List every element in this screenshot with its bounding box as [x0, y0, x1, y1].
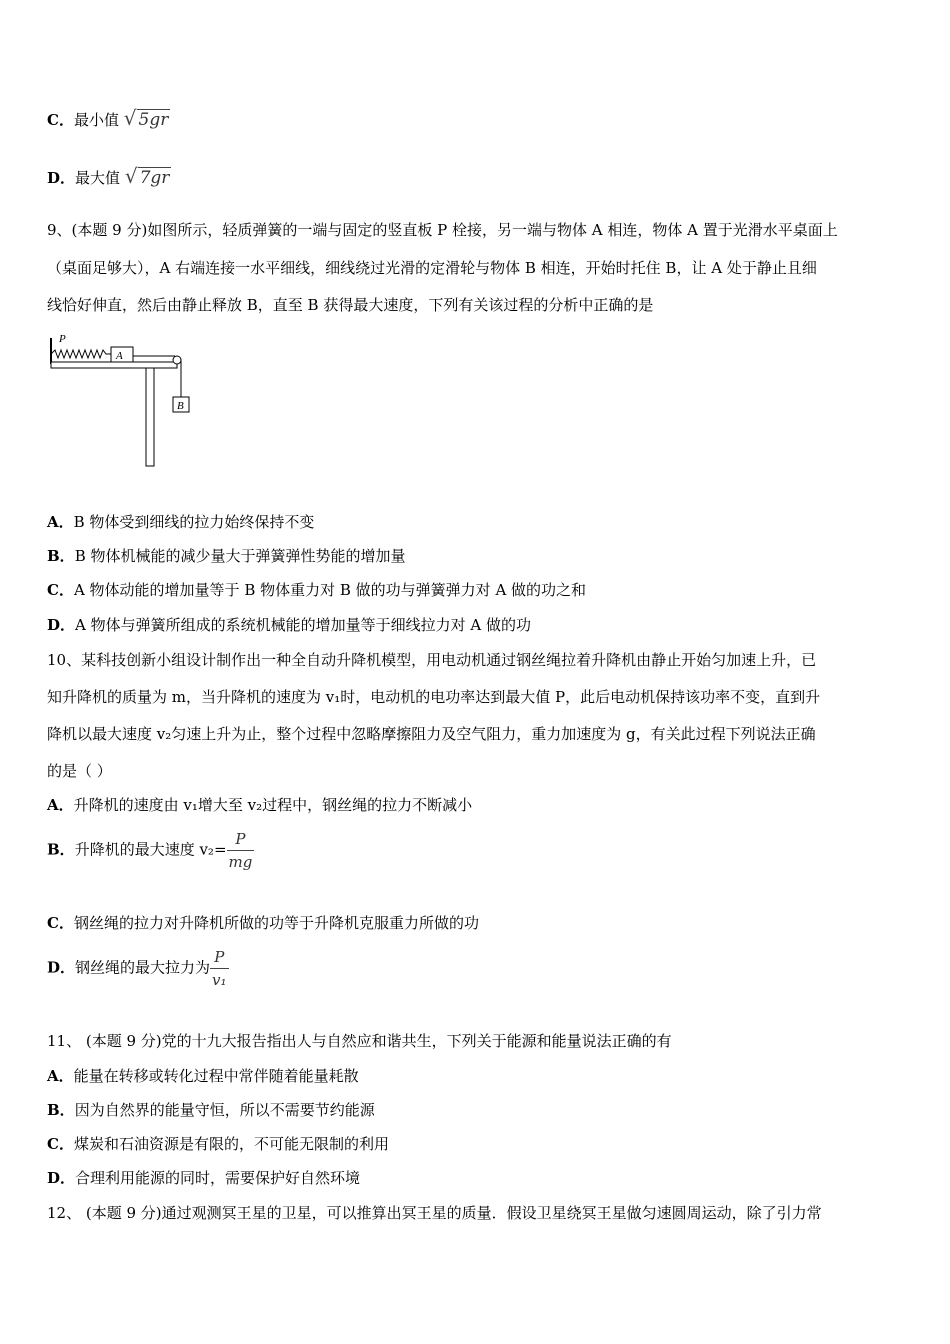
- option-label: A．: [47, 1067, 74, 1085]
- option-text: A 物体与弹簧所组成的系统机械能的增加量等于细线拉力对 A 做的功: [75, 616, 531, 634]
- denominator: mg: [227, 850, 255, 873]
- sqrt-expression: √ 7gr: [124, 164, 170, 188]
- option-text: 升降机的速度由 v₁增大至 v₂过程中，钢丝绳的拉力不断减小: [73, 796, 473, 814]
- option-label: B．: [47, 547, 75, 565]
- q12-stem: 12、 (本题 9 分)通过观测冥王星的卫星，可以推算出冥王星的质量．假设卫星绕冥王星做匀速圆周运动，除了引力常: [47, 1204, 822, 1222]
- q11-option-d: [47, 1168, 360, 1188]
- denominator: v₁: [210, 968, 229, 991]
- option-text: 钢丝绳的最大拉力为: [75, 958, 211, 977]
- fraction: [227, 828, 255, 873]
- option-label: C．: [47, 1135, 74, 1153]
- q10-option-d: [47, 946, 229, 991]
- q10-option-a: [47, 795, 472, 815]
- table-leg: [146, 368, 154, 466]
- q10-option-b: [47, 828, 254, 873]
- option-text: 最小值: [73, 111, 119, 129]
- numerator: P: [235, 830, 246, 848]
- q8-option-d: [47, 166, 171, 188]
- q9-stem-line-3: 线恰好伸直，然后由静止释放 B，直至 B 获得最大速度，下列有关该过程的分析中正确的是: [47, 296, 654, 314]
- numerator: P: [214, 948, 225, 966]
- option-text: 升降机的最大速度 v₂=: [74, 840, 227, 859]
- option-text: 最大值: [75, 169, 121, 187]
- q9-stem-line-1: 9、(本题 9 分)如图所示，轻质弹簧的一端与固定的竖直板 P 栓接，另一端与物体 A 相连，物体 A 置于光滑水平桌面上: [47, 221, 838, 239]
- q10-stem-line-1: 10、某科技创新小组设计制作出一种全自动升降机模型，用电动机通过钢丝绳拉着升降机由静止开始匀加速上升，已: [47, 651, 817, 669]
- q10-stem-line-2: 知升降机的质量为 m，当升降机的速度为 v₁时，电动机的电功率达到最大值 P，此后电动机保持该功率不变，直到升: [47, 688, 821, 706]
- option-text: 煤炭和石油资源是有限的，不可能无限制的利用: [73, 1135, 389, 1153]
- q11-option-c: [47, 1134, 389, 1154]
- q10-stem-line-3: 降机以最大速度 v₂匀速上升为止，整个过程中忽略摩擦阻力及空气阻力，重力加速度为 g，有关此过程下列说法正确: [47, 725, 816, 743]
- label-a: A: [116, 350, 123, 362]
- option-label: D．: [47, 169, 76, 187]
- q9-option-d: [47, 615, 531, 635]
- q11-option-b: [47, 1100, 375, 1120]
- option-label: C．: [47, 581, 74, 599]
- sqrt-expression: √ 5gr: [123, 106, 169, 130]
- table-top: [51, 362, 177, 368]
- option-text: 因为自然界的能量守恒，所以不需要节约能源: [74, 1101, 375, 1119]
- q10-stem-line-4: 的是（ ）: [47, 762, 112, 780]
- option-label: D．: [47, 958, 76, 977]
- option-text: A 物体动能的增加量等于 B 物体重力对 B 做的功与弹簧弹力对 A 做的功之和: [73, 581, 587, 599]
- option-text: B 物体受到细线的拉力始终保持不变: [73, 513, 315, 531]
- pulley: [173, 356, 181, 364]
- option-label: C．: [47, 914, 74, 932]
- option-label: D．: [47, 1169, 76, 1187]
- label-b: B: [177, 400, 184, 412]
- radicand: 7gr: [139, 168, 170, 188]
- option-text: 能量在转移或转化过程中常伴随着能量耗散: [73, 1067, 359, 1085]
- q9-stem-line-2: （桌面足够大），A 右端连接一水平细线，细线绕过光滑的定滑轮与物体 B 相连，开始时托住 B，让 A 处于静止且细: [47, 259, 817, 277]
- option-text: B 物体机械能的减少量大于弹簧弹性势能的增加量: [74, 547, 406, 565]
- fraction: [210, 946, 229, 991]
- radicand: 5gr: [138, 110, 169, 130]
- q9-option-a: [47, 512, 314, 532]
- q11-option-a: [47, 1066, 359, 1086]
- option-text: 钢丝绳的拉力对升降机所做的功等于升降机克服重力所做的功: [73, 914, 479, 932]
- label-p: P: [59, 333, 66, 345]
- q8-option-c: [47, 108, 170, 130]
- option-label: C．: [47, 111, 74, 129]
- option-label: A．: [47, 796, 74, 814]
- spring-pulley-figure: [47, 330, 197, 470]
- option-label: A．: [47, 513, 74, 531]
- q10-option-c: [47, 913, 479, 933]
- q9-option-c: [47, 580, 586, 600]
- option-label: B．: [47, 1101, 75, 1119]
- q11-stem: 11、 (本题 9 分)党的十九大报告指出人与自然应和谐共生，下列关于能源和能量说法正确的有: [47, 1032, 672, 1050]
- q9-option-b: [47, 546, 405, 566]
- option-text: 合理利用能源的同时，需要保护好自然环境: [75, 1169, 361, 1187]
- option-label: D．: [47, 616, 76, 634]
- option-label: B．: [47, 840, 75, 859]
- spring: [51, 350, 111, 358]
